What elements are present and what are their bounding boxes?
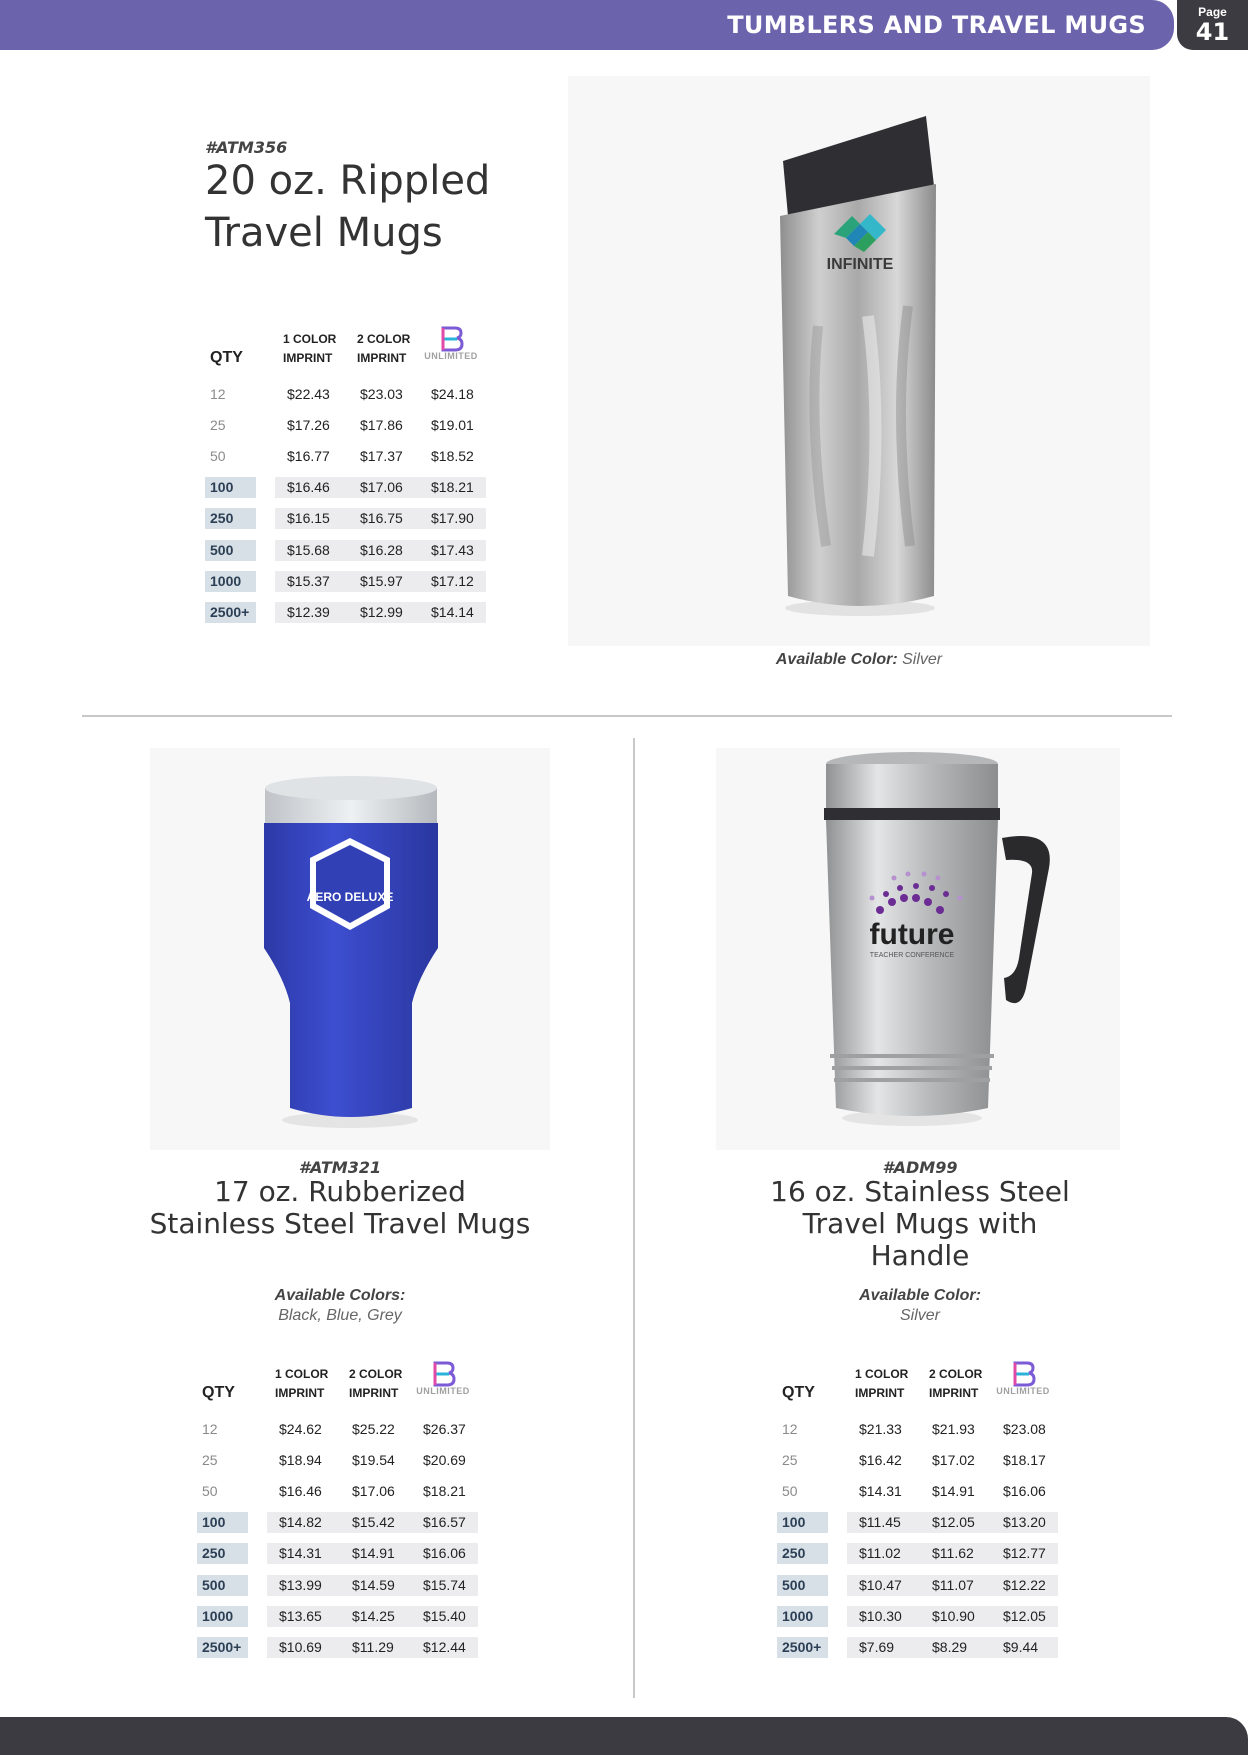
price-cell: $25.22 <box>352 1421 395 1437</box>
price-cell: $12.77 <box>1003 1545 1046 1562</box>
product-sku: #ATM321 <box>298 1158 382 1177</box>
product-title-line: 17 oz. Rubberized <box>214 1175 466 1208</box>
blue-tumbler-illustration <box>150 748 550 1150</box>
unlimited-logo-text: UNLIMITED <box>424 351 478 361</box>
price-cell: $16.06 <box>423 1545 466 1562</box>
price-cell: $24.62 <box>279 1421 322 1437</box>
header-line: IMPRINT <box>357 351 407 365</box>
price-cell: $11.07 <box>932 1576 974 1593</box>
price-cell: $13.99 <box>279 1576 322 1593</box>
table-row <box>777 1543 1062 1564</box>
qty-cell: 100 <box>777 1512 828 1533</box>
available-colors <box>680 1286 1160 1326</box>
price-cell: $14.91 <box>352 1545 395 1562</box>
qty-cell: 12 <box>210 386 226 402</box>
table-row <box>197 1450 482 1471</box>
available-label: Available Colors: <box>274 1287 406 1304</box>
price-cell: $16.15 <box>287 510 330 527</box>
page-label: Page <box>1198 5 1227 19</box>
price-table <box>205 330 495 620</box>
header-line: IMPRINT <box>929 1386 979 1400</box>
price-cell: $17.26 <box>287 417 330 434</box>
table-row <box>205 540 490 561</box>
price-cell: $18.21 <box>431 479 474 496</box>
price-cell: $15.40 <box>423 1607 466 1624</box>
header-line: IMPRINT <box>283 351 333 365</box>
table-row <box>205 384 490 405</box>
product-title-line: Handle <box>870 1239 970 1272</box>
price-cell: $17.37 <box>360 448 403 465</box>
table-row <box>197 1512 482 1533</box>
qty-cell: 500 <box>205 540 256 561</box>
qty-cell: 50 <box>202 1483 218 1500</box>
product-title <box>100 1176 580 1240</box>
table-row <box>777 1419 1062 1440</box>
price-cell: $12.99 <box>360 603 403 620</box>
price-table <box>777 1365 1067 1655</box>
product-title-line: Stainless Steel Travel Mugs <box>149 1207 531 1240</box>
qty-cell: 2500+ <box>205 602 256 623</box>
price-cell: $17.43 <box>431 541 474 558</box>
product-title-line: Travel Mugs with <box>802 1207 1038 1240</box>
table-row <box>205 508 490 529</box>
price-cell: $22.43 <box>287 386 330 402</box>
header-line: 1 COLOR <box>855 1367 909 1381</box>
price-cell: $14.31 <box>859 1483 902 1500</box>
qty-header: QTY <box>210 349 243 366</box>
price-cell: $13.20 <box>1003 1514 1046 1531</box>
header-line: 2 COLOR <box>349 1367 403 1381</box>
price-cell: $17.06 <box>352 1483 395 1500</box>
price-cell: $18.94 <box>279 1452 322 1469</box>
qty-cell: 1000 <box>777 1606 828 1627</box>
table-row <box>777 1481 1062 1502</box>
price-cell: $7.69 <box>859 1638 895 1655</box>
product-photo <box>150 748 550 1150</box>
product-sku: #ADM99 <box>882 1158 958 1177</box>
unlimited-logo <box>411 1361 475 1401</box>
price-cell: $12.22 <box>1003 1576 1046 1593</box>
qty-cell: 12 <box>782 1421 798 1437</box>
product-title-line: 20 oz. Rippled <box>205 158 491 204</box>
product-photo <box>716 748 1120 1150</box>
col2-header <box>349 1365 402 1403</box>
price-cell: $17.06 <box>360 479 403 496</box>
price-cell: $10.30 <box>859 1607 902 1624</box>
price-cell: $15.97 <box>360 572 403 589</box>
available-colors <box>100 1286 580 1326</box>
price-cell: $10.47 <box>859 1576 902 1593</box>
price-cell: $16.46 <box>287 479 330 496</box>
price-cell: $9.44 <box>1003 1638 1039 1655</box>
table-row <box>205 477 490 498</box>
imprint-text: AERO DELUXE <box>306 890 394 904</box>
product-title-line: 16 oz. Stainless Steel <box>770 1175 1070 1208</box>
table-row <box>197 1543 482 1564</box>
available-colors <box>568 651 1150 669</box>
price-cell: $23.03 <box>360 386 403 402</box>
price-cell: $16.42 <box>859 1452 902 1469</box>
price-cell: $16.06 <box>1003 1483 1046 1500</box>
header-bar <box>0 0 1174 50</box>
table-row <box>205 446 490 467</box>
price-cell: $18.21 <box>423 1483 466 1500</box>
rippled-mug-illustration <box>568 76 1150 646</box>
price-cell: $26.37 <box>423 1421 466 1437</box>
price-cell: $14.14 <box>431 603 474 620</box>
price-cell: $12.05 <box>932 1514 975 1531</box>
price-cell: $16.46 <box>279 1483 322 1500</box>
vertical-divider <box>633 738 635 1698</box>
table-row <box>205 415 490 436</box>
qty-cell: 50 <box>210 448 226 465</box>
price-cell: $14.31 <box>279 1545 322 1562</box>
price-cell: $20.69 <box>423 1452 466 1469</box>
imprint-text: future <box>869 918 955 951</box>
qty-cell: 250 <box>197 1543 248 1564</box>
page-tab <box>1177 0 1248 50</box>
qty-cell: 100 <box>197 1512 248 1533</box>
col1-header <box>275 1365 328 1403</box>
available-label: Available Color: <box>859 1287 981 1304</box>
price-cell: $21.93 <box>932 1421 975 1437</box>
price-cell: $17.12 <box>431 572 474 589</box>
product-title <box>205 155 490 259</box>
qty-cell: 2500+ <box>197 1637 248 1658</box>
table-row <box>777 1637 1062 1658</box>
product-title-line: Travel Mugs <box>205 210 443 256</box>
price-cell: $10.69 <box>279 1638 322 1655</box>
price-cell: $18.17 <box>1003 1452 1046 1469</box>
col1-header <box>283 330 336 368</box>
imprint-text: INFINITE <box>826 256 894 273</box>
table-row <box>777 1575 1062 1596</box>
table-row <box>197 1637 482 1658</box>
header-line: 2 COLOR <box>357 332 411 346</box>
section-title: TUMBLERS AND TRAVEL MUGS <box>727 11 1146 39</box>
price-cell: $14.91 <box>932 1483 975 1500</box>
price-cell: $13.65 <box>279 1607 322 1624</box>
price-cell: $10.90 <box>932 1607 975 1624</box>
header-line: 1 COLOR <box>283 332 337 346</box>
unlimited-logo <box>991 1361 1055 1401</box>
horizontal-divider <box>82 715 1172 717</box>
price-cell: $15.42 <box>352 1514 395 1531</box>
price-cell: $17.02 <box>932 1452 975 1469</box>
price-cell: $11.02 <box>859 1545 901 1562</box>
qty-cell: 25 <box>210 417 226 434</box>
header-line: IMPRINT <box>855 1386 905 1400</box>
footer-bar <box>0 1717 1248 1755</box>
price-cell: $16.75 <box>360 510 403 527</box>
unlimited-logo-text: UNLIMITED <box>416 1386 470 1396</box>
qty-cell: 250 <box>777 1543 828 1564</box>
available-value: Black, Blue, Grey <box>278 1307 402 1324</box>
col2-header <box>929 1365 982 1403</box>
price-cell: $23.08 <box>1003 1421 1046 1437</box>
qty-cell: 250 <box>205 508 256 529</box>
table-row <box>197 1575 482 1596</box>
table-row <box>205 571 490 592</box>
header-line: 1 COLOR <box>275 1367 329 1381</box>
product-photo <box>568 76 1150 646</box>
table-row <box>197 1606 482 1627</box>
col1-header <box>855 1365 908 1403</box>
price-cell: $12.44 <box>423 1638 466 1655</box>
price-cell: $15.37 <box>287 572 330 589</box>
qty-cell: 2500+ <box>777 1637 828 1658</box>
available-label: Available Color: <box>775 651 898 668</box>
price-cell: $19.54 <box>352 1452 395 1469</box>
qty-cell: 1000 <box>205 571 256 592</box>
table-row <box>777 1450 1062 1471</box>
qty-cell: 1000 <box>197 1606 248 1627</box>
price-table <box>197 1365 487 1655</box>
price-cell: $24.18 <box>431 386 474 402</box>
table-row <box>777 1606 1062 1627</box>
price-cell: $16.28 <box>360 541 403 558</box>
table-row <box>205 602 490 623</box>
col2-header <box>357 330 410 368</box>
available-value: Silver <box>902 651 943 668</box>
qty-header: QTY <box>202 1384 235 1401</box>
price-cell: $16.57 <box>423 1514 466 1531</box>
table-row <box>777 1512 1062 1533</box>
qty-cell: 100 <box>205 477 256 498</box>
qty-cell: 25 <box>782 1452 798 1469</box>
qty-cell: 12 <box>202 1421 218 1437</box>
price-cell: $15.74 <box>423 1576 466 1593</box>
page-number: 41 <box>1195 18 1230 46</box>
price-cell: $19.01 <box>431 417 474 434</box>
qty-cell: 25 <box>202 1452 218 1469</box>
header-line: 2 COLOR <box>929 1367 983 1381</box>
price-cell: $12.39 <box>287 603 330 620</box>
table-row <box>197 1419 482 1440</box>
price-cell: $14.82 <box>279 1514 322 1531</box>
available-value: Silver <box>899 1307 940 1324</box>
price-cell: $17.90 <box>431 510 474 527</box>
price-cell: $12.05 <box>1003 1607 1046 1624</box>
unlimited-logo <box>419 326 483 366</box>
price-cell: $14.59 <box>352 1576 395 1593</box>
price-cell: $11.45 <box>859 1514 901 1531</box>
qty-header: QTY <box>782 1384 815 1401</box>
price-cell: $18.52 <box>431 448 474 465</box>
header-line: IMPRINT <box>349 1386 399 1400</box>
imprint-subtext: TEACHER CONFERENCE <box>869 952 955 959</box>
table-row <box>197 1481 482 1502</box>
qty-cell: 500 <box>777 1575 828 1596</box>
price-cell: $8.29 <box>932 1638 968 1655</box>
price-cell: $14.25 <box>352 1607 395 1624</box>
product-title <box>680 1176 1160 1272</box>
price-cell: $17.86 <box>360 417 403 434</box>
price-cell: $15.68 <box>287 541 330 558</box>
qty-cell: 500 <box>197 1575 248 1596</box>
unlimited-logo-text: UNLIMITED <box>996 1386 1050 1396</box>
price-cell: $11.29 <box>352 1638 394 1655</box>
header-line: IMPRINT <box>275 1386 325 1400</box>
price-cell: $11.62 <box>932 1545 974 1562</box>
price-cell: $16.77 <box>287 448 330 465</box>
qty-cell: 50 <box>782 1483 798 1500</box>
price-cell: $21.33 <box>859 1421 902 1437</box>
product-sku: #ATM356 <box>205 138 288 157</box>
